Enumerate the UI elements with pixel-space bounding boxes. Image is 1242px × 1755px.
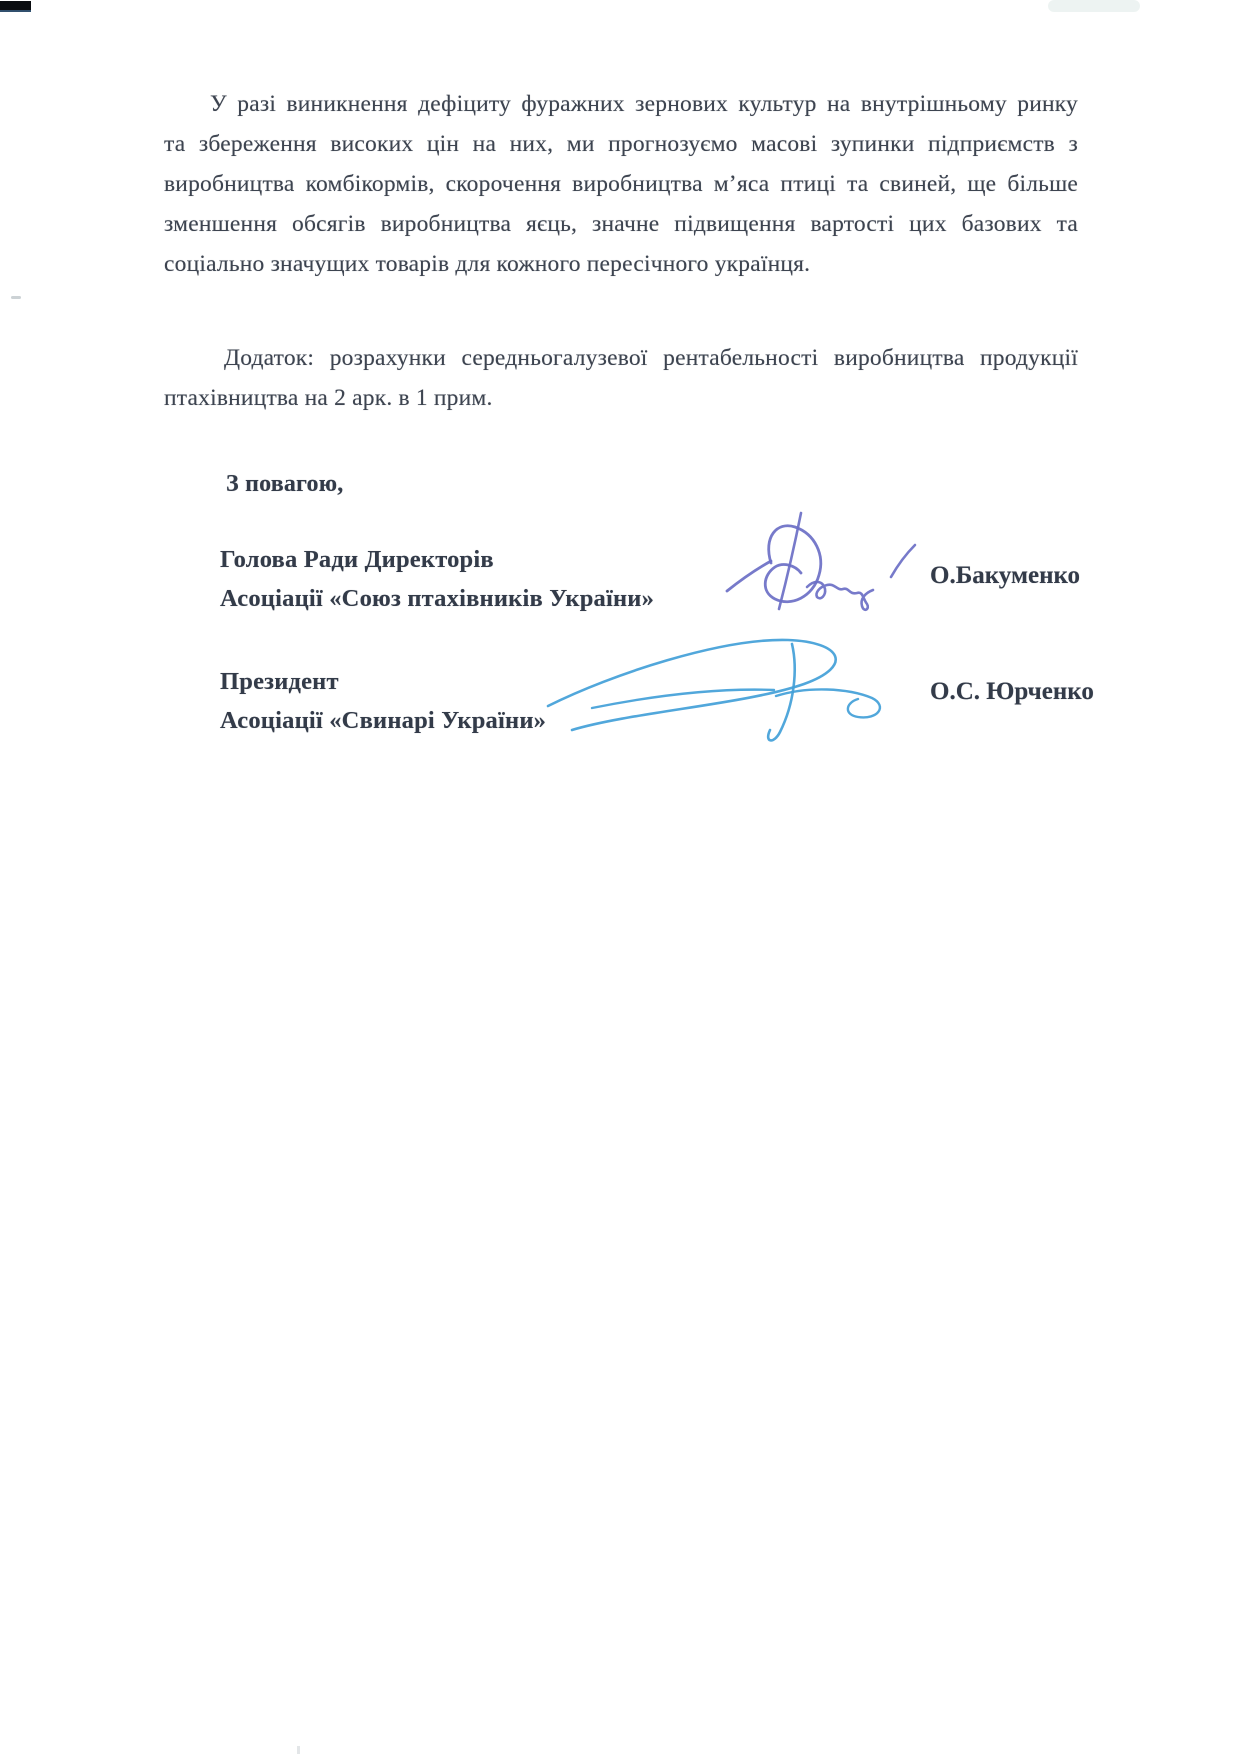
closing-salutation: З повагою, — [226, 471, 344, 497]
signatory-title-line: Асоціації «Союз птахівників України» — [220, 585, 655, 612]
paragraph-line: та збереження високих цін на них, ми прогнозуємо масові зупинки підприємств з — [164, 131, 1078, 157]
scan-smudge — [1048, 0, 1140, 12]
signatory-name-yurchenko: О.С. Юрченко — [930, 678, 1094, 705]
paragraph-line: Додаток: розрахунки середньогалузевої рентабельності виробництва продукції — [224, 345, 1078, 371]
scan-black-mark — [0, 1, 31, 12]
scan-speck — [11, 296, 21, 299]
paragraph-line: зменшення обсягів виробництва яєць, значне підвищення вартості цих базових та — [164, 211, 1078, 237]
paragraph-line: птахівництва на 2 арк. в 1 прим. — [164, 385, 493, 411]
signatory-name-bakumenko: О.Бакуменко — [930, 562, 1081, 589]
signatory-title-line: Асоціації «Свинарі України» — [220, 707, 547, 734]
scan-speck — [297, 1746, 300, 1754]
paragraph-line: У разі виникнення дефіциту фуражних зернових культур на внутрішньому ринку — [210, 91, 1078, 117]
letter-body — [164, 84, 1081, 740]
paragraph-line: виробництва комбікормів, скорочення виробництва м’яса птиці та свиней, ще більше — [164, 171, 1078, 197]
paragraph-attachment — [164, 338, 1078, 418]
signatory-title-line: Президент — [220, 668, 339, 695]
paragraph-line: соціально значущих товарів для кожного пересічного українця. — [164, 251, 811, 277]
signatory-title-line: Голова Ради Директорів — [220, 546, 494, 573]
paragraph-forecast — [164, 84, 1078, 284]
